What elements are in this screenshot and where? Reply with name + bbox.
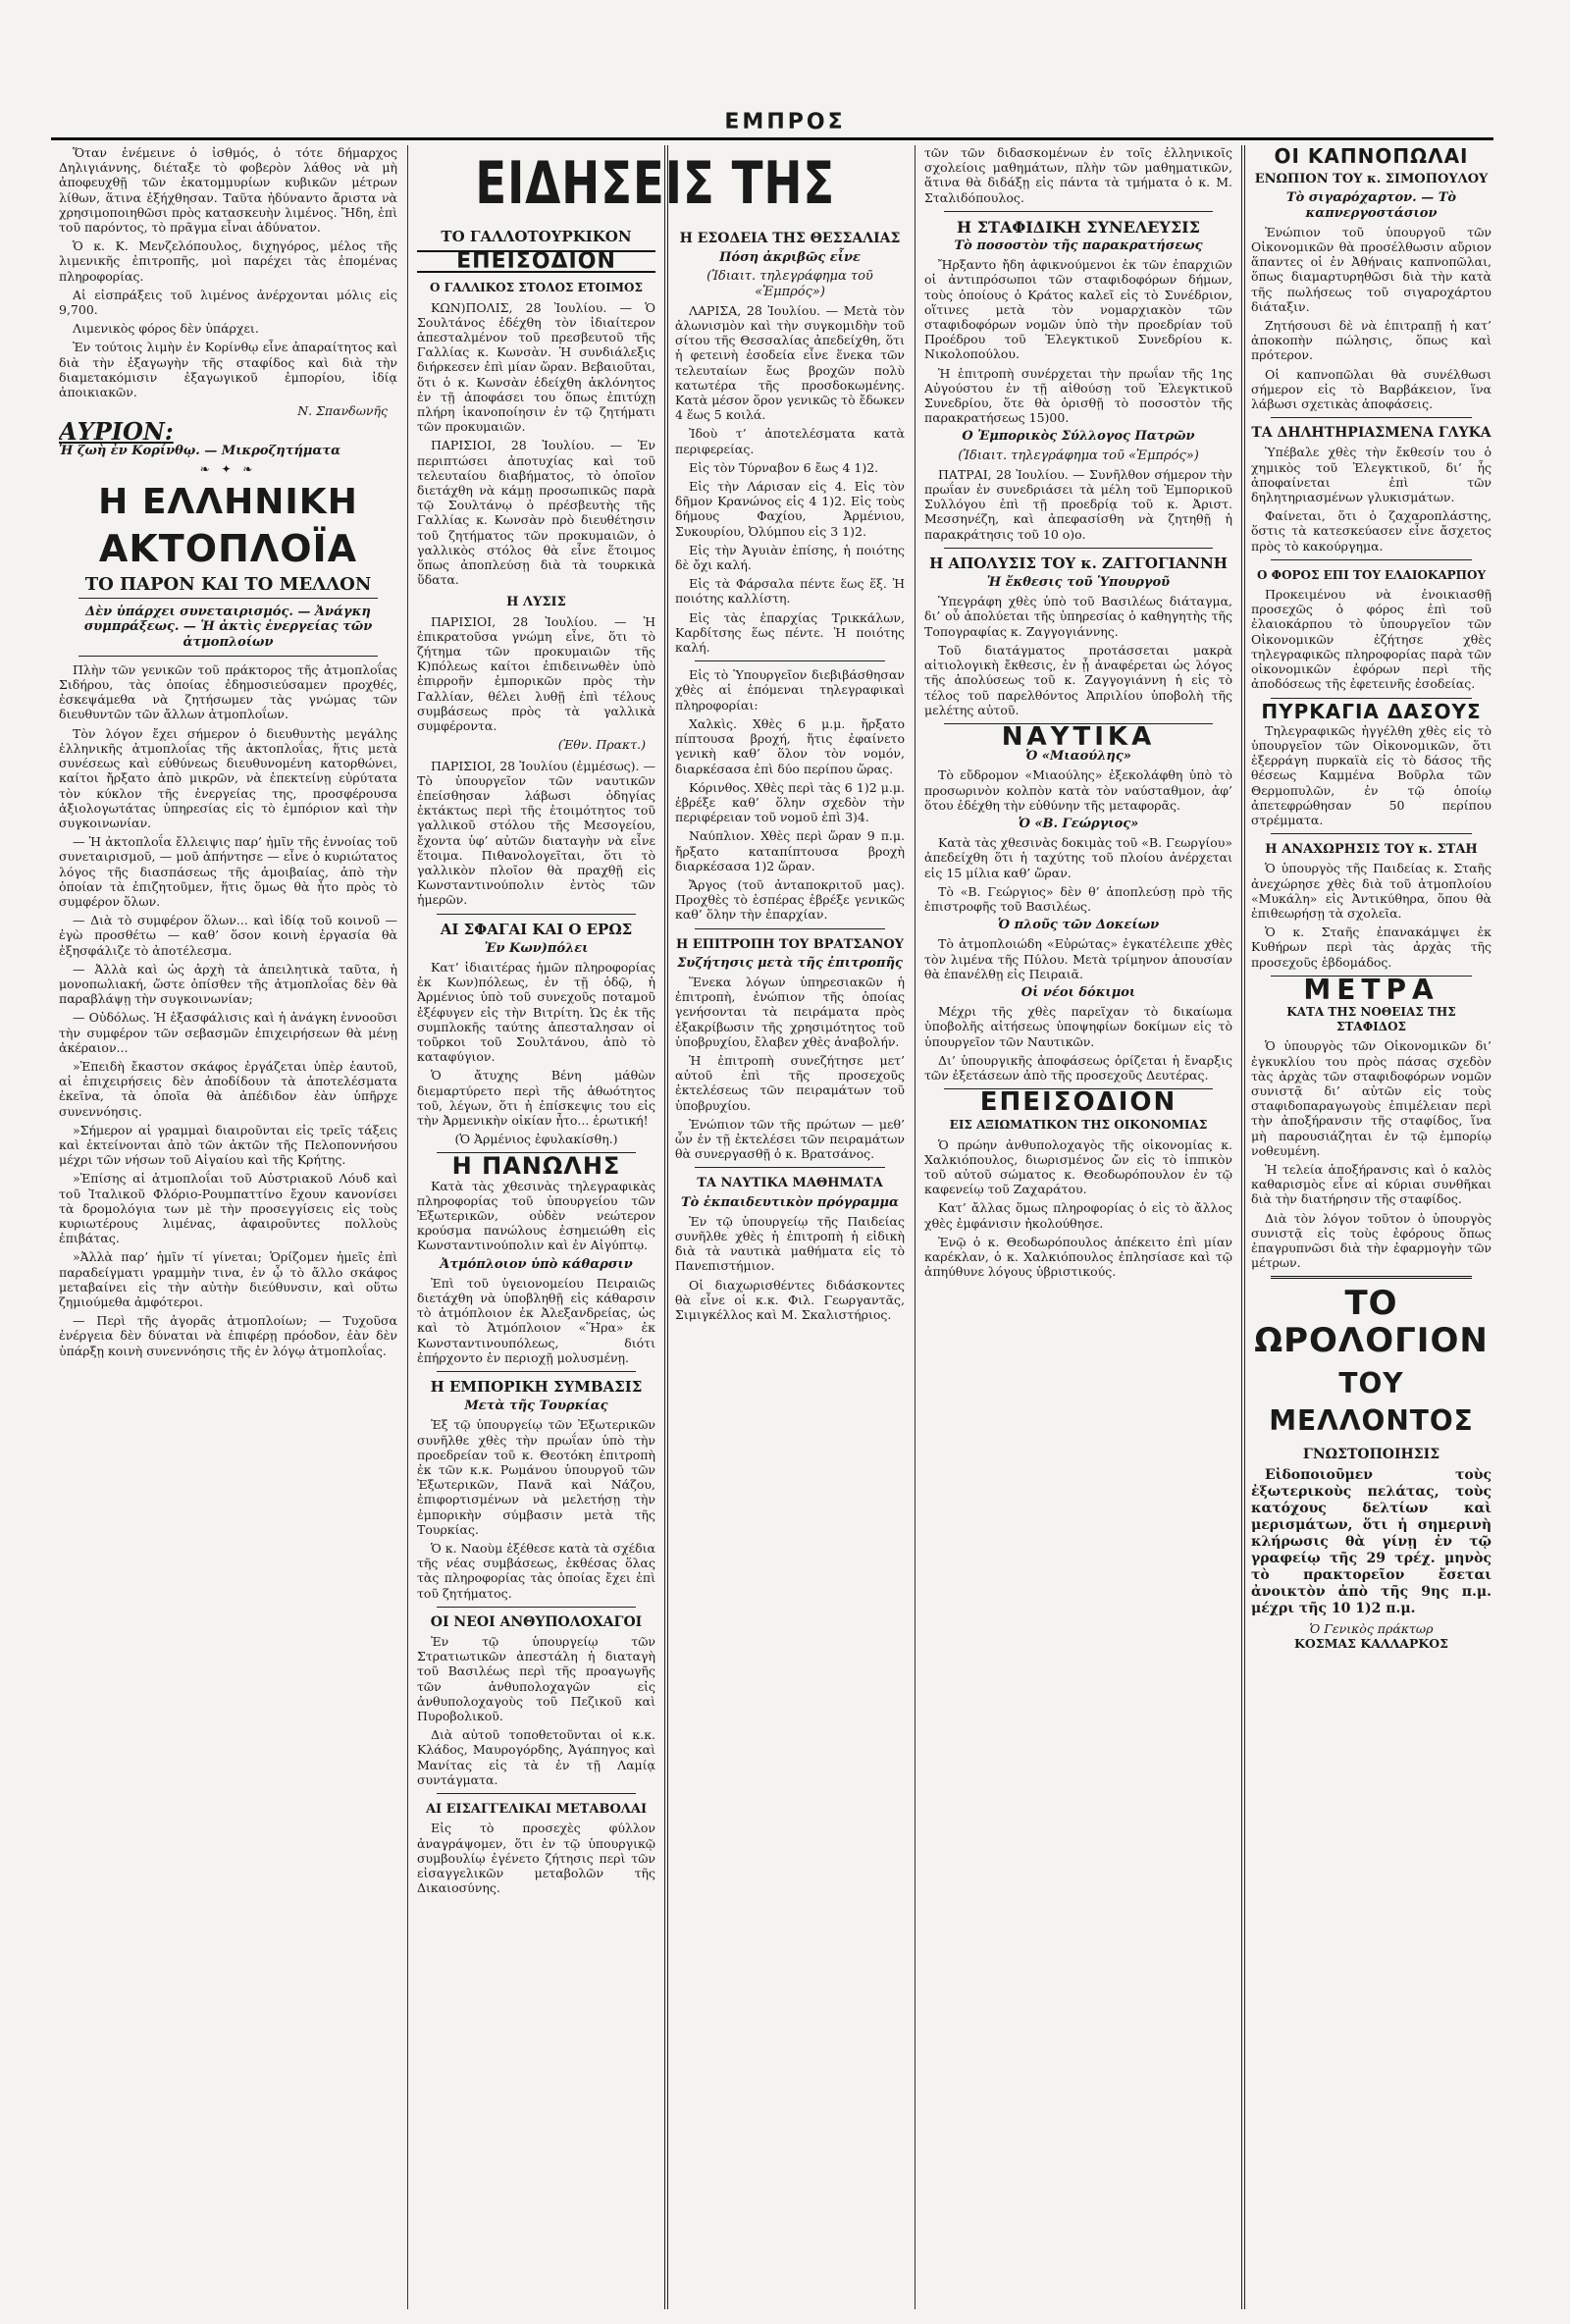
article-paragraph: Εἰς τὸ Ὑπουργεῖον διεβιβάσθησαν χθὲς αἱ ἑπόμεναι τηλεγραφικαὶ πληροφορίαι: [675, 667, 905, 713]
column-divider [915, 145, 916, 2309]
column-divider [407, 145, 408, 2309]
headline-mathimata: ΤΑ ΝΑΥΤΙΚΑ ΜΑΘΗΜΑΤΑ [697, 1176, 883, 1191]
headline-anachorisis: Η ΑΝΑΧΩΡΗΣΙΣ ΤΟΥ κ. ΣΤΑΗ [1265, 842, 1478, 858]
article-paragraph: Ἐνώπιον τοῦ ὑπουργοῦ τῶν Οἰκονομικῶν θὰ προσέλθωσιν αὔριον ἅπαντες οἱ ἐν Ἀθήναις καπνοπῶλαι, ὅπως διαμαρτυρηθῶσι διὰ τὴν κατὰ τῆς πωλήσεως τοῦ σιγαροχάρτου διάταξιν. [1251, 224, 1492, 314]
divider [78, 656, 378, 657]
article-paragraph: Τοῦ διατάγματος προτάσσεται μακρὰ αἰτιολογικὴ ἔκθεσις, ἐν ᾗ ἀναφέρεται ὡς λόγος τῆς ἀπολύσεως τοῦ κ. Ζαγγογιάννη ἡ εἰς τὸ τέλος τοῦ παρελθόντος Ἀπριλίου ὑποβολὴ τῆς μελέτης αὐτοῦ. [924, 642, 1232, 717]
headline-orologion: ΤΟ ΩΡΟΛΟΓΙΟΝ [1254, 1284, 1489, 1361]
headline-elliniki: Η ΕΛΛΗΝΙΚΗ [98, 482, 358, 523]
subheading: Ἐν Κων)πόλει [484, 940, 589, 956]
column-5 [1251, 145, 1492, 2314]
article-paragraph: Ὑπεγράφη χθὲς ὑπὸ τοῦ Βασιλέως διάταγμα, δι’ οὗ ἀπολύεται τῆς ὑπηρεσίας ὁ καθηγητὴς τῆς Τοπογραφίας κ. Ζαγγογιάννης. [924, 594, 1232, 639]
subheading: Ἀτμόπλοιον ὑπὸ κάθαρσιν [440, 1256, 633, 1272]
article-paragraph: »Ἀλλὰ παρ’ ἡμῖν τί γίνεται; Ὁρίζομεν ἡμεῖς ἐπὶ παραδείγματι γραμμὴν τινα, ἐν ᾧ τὸ ἄλλο σκάφος μεταβαίνει εἰς τὴν αὐτὴν διεύθυνσιν, καὶ οὕτω ζημιούμεθα ἀμφότεροι. [59, 1249, 397, 1309]
headline-nautika: ΝΑΥΤΙΚΑ [1001, 721, 1156, 752]
avrion-subheading: Ἡ ζωὴ ἐν Κορίνθῳ. — Μικροζητήματα [59, 443, 341, 458]
subheading: Ο Ἐμπορικὸς Σύλλογος Πατρῶν [962, 429, 1195, 445]
article-paragraph: Οἱ διαχωρισθέντες διδάσκοντες θὰ εἶνε οἱ κ.κ. Φιλ. Γεωργαντᾶς, Σιμιγκέλλος καὶ Μ. Σκαλιστήριος. [675, 1277, 905, 1322]
subheading: (Ἰδιαιτ. τηλεγράφημα τοῦ «Ἐμπρός») [958, 448, 1199, 463]
article-paragraph: Ὁ ἄτυχης Βένη μάθὼν διεμαρτύρετο περὶ τῆς ἀθωότητος τοῦ, λέγων, ὅτι ἡ ἐπίσκεψις του εἰς τὴν Ἀρμενικὴν οἰκίαν ἦτο... ἐρωτική! [417, 1068, 655, 1128]
subheading: Συζήτησις μετὰ τῆς ἐπιτροπῆς [677, 955, 903, 971]
divider [1271, 833, 1472, 834]
article-paragraph: Λιμενικὸς φόρος δὲν ὑπάρχει. [73, 321, 259, 337]
subheading: Οἱ νέοι δόκιμοι [1020, 984, 1136, 1000]
article-paragraph: Χαλκὶς. Χθὲς 6 μ.μ. ἤρξατο πίπτουσα βροχή, ἥτις ἐφαίνετο γενικὴ καθ’ ὅλον τὸν νομόν, διαρκέσασα ἐπὶ δύο περίπου ὥρας. [675, 715, 905, 776]
divider [1271, 1276, 1472, 1279]
article-paragraph: Τηλεγραφικῶς ἠγγέλθη χθὲς εἰς τὸ ὑπουργεῖον τῶν Οἰκονομικῶν, ὅτι ἐξερράγη πυρκαϊὰ εἰς τὸ δάσος τῆς θέσεως Καμμένα Βοῦρλα τῶν Θερμοπυλῶν, ἐν τῷ ὁποίῳ ἀπετεφρώθησαν 50 περίπου στρέμματα. [1251, 722, 1492, 827]
article-paragraph: Μέχρι τῆς χθὲς παρεῖχαν τὸ δικαίωμα ὑποβολῆς αἰτήσεως ὑποψηφίων δοκίμων εἰς τὸ ὑπουργεῖον τῶν Ναυτικῶν. [924, 1004, 1232, 1049]
source-note: (Ὁ Ἀρμένιος ἐφυλακίσθη.) [454, 1132, 618, 1147]
article-paragraph: Εἰς τὰ Φάρσαλα πέντε ἕως ἕξ. Ἡ ποιότης καλλίστη. [675, 576, 905, 607]
article-paragraph: Εἰς τὰς ἐπαρχίας Τρικκάλων, Καρδίτσης ἕως πέντε. Ἡ ποιότης καλή. [675, 609, 905, 656]
article-paragraph: ΠΑΤΡΑΙ, 28 Ἰουλίου. — Συνῆλθον σήμερον τὴν πρωΐαν ἐν συνεδριάσει τὰ μέλη τοῦ Ἐμπορικοῦ Συλλόγου ἐπὶ τῇ προεδρίᾳ τοῦ κ. Ἀριστ. Μεσσηνέζη, καὶ ἀπεφασίσθη νὰ ζητηθῇ ἡ παρακράτησις τοῦ 10 ο)ο. [924, 466, 1232, 542]
article-paragraph: Ἡ τελεία ἀποξήρανσις καὶ ὁ καλὸς καθαρισμὸς εἶνε αἱ κύριαι συνθῆκαι διὰ τὴν διατήρησιν τῆς σταφίδος. [1251, 1161, 1492, 1207]
article-paragraph: Κόρινθος. Χθὲς περὶ τὰς 6 1)2 μ.μ. ἐβρέξε καθ’ ὅλην σχεδὸν τὴν περιφέρειαν τοῦ νομοῦ ἐπὶ 3)4. [675, 779, 905, 825]
article-paragraph: Ὑπέβαλε χθὲς τὴν ἔκθεσίν του ὁ χημικὸς τοῦ Ἐλεγκτικοῦ, δι’ ἧς ἀποφαίνεται ἐπὶ τῶν δηλητηριασμένων γλυκισμάτων. [1251, 445, 1492, 505]
subheading: Ο ΓΑΛΛΙΚΟΣ ΣΤΟΛΟΣ ΕΤΟΙΜΟΣ [430, 281, 643, 295]
divider [695, 928, 885, 929]
article-paragraph: Ἐν τῷ ὑπουργείῳ τῆς Παιδείας συνῆλθε χθὲς ἡ ἐπιτροπὴ ἡ εἰδικὴ διὰ τὰ ναυτικὰ μαθήματα εἰς τὸ Πανεπιστήμιον. [675, 1213, 905, 1274]
article-paragraph: — Περὶ τῆς ἀγορᾶς ἀτμοπλοίων; — Τυχοῦσα ἐνέργεια δὲν δύναται νὰ ἐπιφέρῃ πρόοδον, ἐὰν δὲν ὑπάρξῃ κοινὴ συνεννόησις τῆς ἐν λόγῳ ἀτμοπλοΐας. [59, 1313, 397, 1358]
subheading: ΕΝΩΠΙΟΝ ΤΟΥ κ. ΣΙΜΟΠΟΥΛΟΥ [1254, 172, 1489, 187]
article-paragraph: Κατ’ ἰδιαιτέρας ἡμῶν πληροφορίας ἐκ Κων)πόλεως, ἐν τῇ ὁδῷ, ἡ Ἀρμένιος ὑπὸ τοῦ συνεχοῦς ποταμοῦ ἐξέφυγεν εἰς τὴν Βιτρίτη. Ὡς ἐκ τῆς συμπλοκῆς ταύτης ἀπεσταλησαν οἱ τοῦρκοι τοῦ Σουλτάνου, ἀπὸ τὸ καταφύγιον. [417, 959, 655, 1065]
headline-paron-mellon: ΤΟ ΠΑΡΟΝ ΚΑΙ ΤΟ ΜΕΛΛΟΝ [84, 574, 372, 596]
subheading: Τὸ ἐκπαιδευτικὸν πρόγραμμα [680, 1194, 899, 1210]
article-paragraph: Τὸν λόγον ἔχει σήμερον ὁ διευθυντὴς μεγάλης ἑλληνικῆς ἀτμοπλοΐας τῆς ἀκτοπλοΐας, ἥτις μετὰ συνέσεως καὶ εὐθύνεως διευθυνομένη κατορθώνει, καίτοι ἤρξατο ἀπὸ μικρῶν, νὰ ἐπεκτείνῃ εὐρύτατα τὸν κύκλον τῆς ἐνεργείας της, προσφέρουσα ἀξιολογωτάτας ὑπηρεσίας εἰς τὸ ἐμπόριον καὶ τὴν συγκοινωνίαν. [59, 725, 397, 830]
subheading: ΚΑΤΑ ΤΗΣ ΝΟΘΕΙΑΣ ΤΗΣ ΣΤΑΦΙΔΟΣ [1286, 1004, 1456, 1034]
headline-gallotourkikon: ΤΟ ΓΑΛΛΟΤΟΥΡΚΙΚΟΝ [441, 228, 632, 245]
subheading: Δὲν ὑπάρχει συνεταιρισμός. — Ἀνάγκη συμπράξεως. — Ἡ ἀκτὶς ἐνεργείας τῶν ἀτμοπλοίων [83, 605, 373, 650]
article-paragraph: Ἐξ τῷ ὑπουργείῳ τῶν Ἐξωτερικῶν συνῆλθε χθὲς τὴν πρωΐαν ὑπὸ τὴν προεδρείαν τοῦ κ. Θεοτόκη ἐπιτροπὴ ἐκ τῶν κ.κ. Ρωμάνου ὑπουργοῦ τῶν Ἐξωτερικῶν, Πανᾶ καὶ Νάζου, ἐπιφορτισμένων νὰ μελετήσῃ τὴν ἐμπορικὴν σύμβασιν μετὰ τῆς Τουρκίας. [417, 1417, 655, 1537]
signature-title: Ὁ Γενικὸς πράκτωρ [1309, 1620, 1434, 1636]
subheading: Τὸ ποσοστὸν τῆς παρακρατήσεως [954, 238, 1203, 254]
article-paragraph: Φαίνεται, ὅτι ὁ ζαχαροπλάστης, ὅστις τὰ κατεσκεύασεν εἶνε ἄσχετος πρὸς τὸ κακούργημα. [1251, 508, 1492, 554]
article-paragraph: τῶν τῶν διδασκομένων ἐν τοῖς ἑλληνικοῖς σχολείοις μαθημάτων, πλὴν τῶν μαθηματικῶν, ἅτινα θὰ διδάξῃ εἰς πάντα τὰ τμήματα ὁ κ. Μ. Σταλιδόπουλος. [924, 145, 1232, 205]
article-paragraph: »Ἐπειδὴ ἔκαστον σκάφος ἐργάζεται ὑπὲρ ἑαυτοῦ, αἱ ἐπιχειρήσεις δὲν ἀποδίδουν τὰ ἀποτελέσματα ἐκεῖνα, τὰ ὁποῖα θὰ ἀπέδιδον ἐὰν ὑπῆρχε συνεννόησις. [59, 1058, 397, 1119]
source-note: (Ἐθν. Πρακτ.) [557, 737, 646, 753]
headline-epeisodion-2: ΕΠΕΙΣΟΔΙΟΝ [979, 1087, 1178, 1118]
article-paragraph: Ἤρξαντο ἤδη ἀφικνούμενοι ἐκ τῶν ἐπαρχιῶν οἱ ἀντιπρόσωποι τῶν σταφιδοφόρων δήμων, τοὺς ὁποίους ὁ Κράτος καλεῖ εἰς τὸ Συνέδριον, οἵτινες μετὰ τὸν νομαρχιακὸν τῶν σταφιδοφόρων νομῶν ὑπὸ τὴν προεδρίαν τοῦ Προέδρου τοῦ Ἐλεγκτικοῦ Συνεδρίου κ. Νικολοπούλου. [924, 257, 1232, 362]
divider [437, 1793, 636, 1794]
article-paragraph: Προκειμένου νὰ ἐνοικιασθῇ προσεχῶς ὁ φόρος ἐπὶ τοῦ ἐλαιοκάρπου τὸ ὑπουργεῖον τῶν Οἰκονομικῶν ἐζήτησε χθὲς τηλεγραφικῶς πληροφορίας παρὰ τῶν οἰκονομικῶν ἐφόρων περὶ τῆς ἀποδόσεως τῆς ἐφετεινῆς ἐσοδείας. [1251, 587, 1492, 692]
headline-foros: Ο ΦΟΡΟΣ ΕΠΙ ΤΟΥ ΕΛΑΙΟΚΑΡΠΟΥ [1256, 567, 1487, 582]
article-paragraph: Ἡ ἐπιτροπὴ συνεζήτησε μετ’ αὐτοῦ ἐπὶ τῆς προσεχοῦς ἐκτελέσεως τῶν πειραμάτων τοῦ ὑποβρυχίου. [675, 1052, 905, 1113]
article-paragraph: — Ἀλλὰ καὶ ὡς ἀρχὴ τὰ ἀπειλητικὰ ταῦτα, ἡ μονοπωλιακή, ὥστε ὀπίσθεν τῆς ἀτμοπλοΐας δὲν θὰ παραβλάψῃ τὴν συγκοινωνίαν; [59, 961, 397, 1007]
ornament-divider: ❧ ✦ ❧ [199, 461, 257, 476]
article-paragraph: Ὁ ὑπουργὸς τῆς Παιδείας κ. Σταῆς ἀνεχώρησε χθὲς διὰ τοῦ ἀτμοπλοίου «Μυκάλη» εἰς Ἀντικύθηρα, ὅπου θὰ ἐπιθεωρήσῃ τὰ σχολεῖα. [1251, 861, 1492, 921]
article-paragraph: Κατ’ ἄλλας ὅμως πληροφορίας ὁ εἰς τὸ ἄλλος χθὲς ἐμφάνισιν ἠκολούθησε. [924, 1200, 1232, 1231]
article-paragraph: — Διὰ τὸ συμφέρον ὅλων... καὶ ἰδίᾳ τοῦ κοινοῦ — ἐγὼ προσθέτω — καθ’ ὅσον κοινὴ ἐργασία θὰ ἐξησφάλιζε τὸ ἀποτέλεσμα. [59, 913, 397, 958]
headline-esodeia: Η ΕΣΟΔΕΙΑ ΤΗΣ ΘΕΣΣΑΛΙΑΣ [679, 231, 901, 246]
article-paragraph: Ἐν τούτοις λιμὴν ἐν Κορίνθῳ εἶνε ἀπαραίτητος καὶ διὰ τὴν ἐξαγωγὴν τῆς σταφίδος καὶ διὰ τὴν διαμετακόμισιν ἐξαγωγικοῦ ἐμπορίου, ἰδίᾳ ἀποικιακῶν. [59, 340, 397, 400]
article-paragraph: Εἰς τὸ προσεχὲς φύλλον ἀναγράψομεν, ὅτι ἐν τῷ ὑπουργικῷ συμβουλίῳ ἐγένετο ζήτησις περὶ τῶν εἰσαγγελικῶν μεταβολῶν τῆς Δικαιοσύνης. [417, 1821, 655, 1896]
article-paragraph: Κατὰ τὰς χθεσινὰς τηλεγραφικὰς πληροφορίας τοῦ ὑπουργείου τῶν Ἐξωτερικῶν, οὐδὲν νεώτερον κρούσμα πανώλους ἐσημειώθη εἰς Κωνσταντινούπολιν καὶ ἐν Αἰγύπτῳ. [417, 1178, 655, 1253]
article-paragraph: Ἰδοὺ τ’ ἀποτελέσματα κατὰ περιφερείας. [675, 426, 905, 456]
avrion-heading: ΑΥΡΙΟΝ: [59, 417, 174, 447]
headline-mellontos: ΤΟΥ ΜΕΛΛΟΝΤΟΣ [1269, 1367, 1474, 1438]
subheading: Μετὰ τῆς Τουρκίας [464, 1399, 608, 1414]
article-paragraph: Διὰ αὐτοῦ τοποθετοῦνται οἱ κ.κ. Κλάδος, Μαυρογόρδης, Ἀγάπηγος καὶ Μανίτας εἰς τὰ ἐν τῇ Λαμίᾳ συντάγματα. [417, 1727, 655, 1787]
column-divider [664, 145, 668, 2309]
article-paragraph: Ἐπὶ τοῦ ὑγειονομείου Πειραιῶς διετάχθη νὰ ὑποβληθῇ εἰς κάθαρσιν τὸ ἀτμόπλοιον ἐκ Ἀλεξανδρείας, ὡς καὶ τὸ Ἀτμόπλοιον «Ἥρα» ἐκ Κωνσταντινουπόλεως, διότι ἐπήρχοντο ἐν περιοχῇ μολυσμένῃ. [417, 1275, 655, 1365]
article-paragraph: Ἄργος (τοῦ ἀνταποκριτοῦ μας). Προχθὲς τὸ ἑσπέρας ἐβρέξε γενικῶς καθ’ ὅλην τὴν ἐπαρχίαν. [675, 876, 905, 923]
headline-panolis: Η ΠΑΝΩΛΗΣ [451, 1152, 621, 1181]
article-paragraph: Ὁ ὑπουργὸς τῶν Οἰκονομικῶν δι’ ἐγκυκλίου του πρὸς πάσας σχεδὸν τὰς ἀρχὰς τῶν σταφιδοφόρων νομῶν συνιστᾷ δι’ αὐτῶν εἰς τοὺς σταφιδοπαραγωγοὺς ἐπιμέλειαν περὶ τὴν ἀποξήρανσιν τῆς σταφίδος, ἵνα μὴ παρουσιάζηται ἐν τῷ ἐμπορίῳ νοθευμένη. [1251, 1038, 1492, 1158]
divider [944, 548, 1213, 549]
subheading: Ὁ πλοῦς τῶν Δοκείων [997, 918, 1160, 933]
article-paragraph: Κατὰ τὰς χθεσινὰς δοκιμὰς τοῦ «Β. Γεωργίου» ἀπεδείχθη ὅτι ἡ ταχύτης τοῦ πλοίου ἀνέρχεται εἰς 15 μίλια καθ’ ὥραν. [924, 835, 1232, 880]
column-3 [675, 228, 905, 2313]
subheading: Ἡ ἔκθεσις τοῦ Ὑπουργοῦ [986, 575, 1171, 591]
divider [695, 660, 885, 661]
column-divider [1241, 145, 1245, 2309]
subheading: (Ἰδιαιτ. τηλεγράφημα τοῦ «Ἐμπρός») [706, 269, 873, 299]
signature: Ν. Σπανδωνῆς [297, 403, 388, 419]
subheading: ΕΙΣ ΑΞΙΩΜΑΤΙΚΟΝ ΤΗΣ ΟΙΚΟΝΟΜΙΑΣ [949, 1118, 1208, 1133]
divider [944, 211, 1213, 212]
top-rule [51, 137, 1493, 140]
article-paragraph: Ἡ ἐπιτροπὴ συνέρχεται τὴν πρωΐαν τῆς 1ης Αὐγούστου ἐν τῇ αἰθούσῃ τοῦ Ἐλεγκτικοῦ Συνεδρίου, ὅτε θὰ ὁρισθῇ τὸ ποσοστὸν τῆς παρακρατήσεως 15)00. [924, 365, 1232, 426]
article-paragraph: Ὅταν ἐνέμεινε ὁ ἰσθμός, ὁ τότε δήμαρχος Δηλιγιάννης, διέταξε τὸ φοβερὸν λάθος νὰ μὴ ἀποφευχθῇ τῶν ἑκατομμυρίων κυβικῶν μέτρων λίθων, ἅτινα ἐξήχθησαν. Ταῦτα ἠδύναντο ἄριστα νὰ χρησιμοποιηθῶσι πρὸς κατασκευὴν λιμένος. Ἤδη, ἐπὶ τοῦ παρόντος, τὸ πρᾶγμα εἶναι ἀδύνατον. [59, 145, 397, 236]
article-paragraph: Ναύπλιον. Χθὲς περὶ ὥραν 9 π.μ. ἤρξατο καταπίπτουσα βροχὴ διαρκέσασα 1)2 ὥραν. [675, 828, 905, 873]
announcement-paragraph: Εἰδοποιοῦμεν τοὺς ἐξωτερικοὺς πελάτας, τοὺς κατόχους δελτίων καὶ μερισμάτων, ὅτι ἡ σημερινὴ κλήρωσις θὰ γίνῃ ἐν τῷ γραφείῳ τῆς 29 τρέχ. μηνὸς τὸ πρακτορεῖον ἔσεται ἀνοικτὸν ἀπὸ τῆς 9ης π.μ. μέχρι τῆς 10 1)2 π.μ. [1251, 1466, 1492, 1616]
article-paragraph: ΚΩΝ)ΠΟΛΙΣ, 28 Ἰουλίου. — Ὁ Σουλτάνος ἐδέχθη τὸν ἰδιαίτερον ἀπεσταλμένον τοῦ πρεσβευτοῦ τῆς Γαλλίας κ. Κωνσὰν. Ἡ συνδιάλεξις διήρκεσεν ἐπὶ μίαν ὥραν. Βεβαιοῦται, ὅτι ὁ κ. Κωνσὰν ἐδείχθη ἀκλόνητος ἐν τῇ ἀποφάσει του ὅπως ἐπιτύχῃ πλήρη ἱκανοποίησιν ἐν τῷ ζητήματι τῶν προκυμαιῶν. [417, 299, 655, 435]
article-paragraph: Ἐν τῷ ὑπουργείῳ τῶν Στρατιωτικῶν ἀπεστάλη ἡ διαταγὴ τοῦ Βασιλέως περὶ τῆς προαγωγῆς τῶν ἀνθυπολοχαγῶν εἰς ἀνθυπολοχαγοὺς τοῦ Πεζικοῦ καὶ Πυροβολικοῦ. [417, 1634, 655, 1724]
column-1 [59, 145, 397, 2314]
banner-news-of-the-day: ΕΙΔΗΣΕΙΣ ΤΗΣ [475, 149, 836, 218]
headline-epeisodion: ΕΠΕΙΣΟΔΙΟΝ [417, 250, 655, 273]
article-paragraph: Τὸ ἀτμοπλοιώδη «Εὐρώτας» ἐγκατέλειπε χθὲς τὸν λιμένα τῆς Πύλου. Μετὰ τρίμηνον ἀπουσίαν θὰ ἐπανέλθῃ εἰς Πειραιᾶ. [924, 936, 1232, 981]
article-paragraph: Αἱ εἰσπράξεις τοῦ λιμένος ἀνέρχονται μόλις εἰς 9,700. [59, 287, 397, 318]
article-paragraph: Διὰ τὸν λόγον τοῦτον ὁ ὑπουργὸς συνιστᾷ εἰς τοὺς ἐφόρους ὅπως ἐπαγρυπνῶσι διὰ τὴν ἐφαρμογὴν τῶν μέτρων. [1251, 1210, 1492, 1271]
article-paragraph: Εἰς τὸν Τύρναβον 6 ἔως 4 1)2. [689, 459, 879, 475]
headline-sfagai: ΑΙ ΣΦΑΓΑΙ ΚΑΙ Ο ΕΡΩΣ [440, 920, 633, 938]
headline-vratsanou: Η ΕΠΙΤΡΟΠΗ ΤΟΥ ΒΡΑΤΣΑΝΟΥ [675, 936, 905, 952]
subheading: Τὸ σιγαρόχαρτον. — Τὸ καπνεργοστάσιον [1285, 190, 1457, 221]
article-paragraph: Ἐνῷ ὁ κ. Θεοδωρόπουλος ἀπέκειτο ἐπὶ μίαν καρέκλαν, ὁ κ. Χαλκιόπουλος ἐπλησίασε καὶ τῷ ἀπηύθυνε λόγους ὑβριστικούς. [924, 1234, 1232, 1280]
headline-stafidiki: Η ΣΤΑΦΙΔΙΚΗ ΣΥΝΕΛΕΥΣΙΣ [957, 217, 1200, 237]
headline-aktoploia: ΑΚΤΟΠΛΟΪΑ [98, 527, 358, 571]
column-2 [417, 228, 655, 2313]
article-paragraph: »Ἐπίσης αἱ ἀτμοπλοΐαι τοῦ Αὐστριακοῦ Λόυδ καὶ τοῦ Ἰταλικοῦ Φλόριο-Ρουμπαττίνο ἔχουν κανονίσει τὰ δρομολόγια των μὲ τὴν προσεγγίσεις εἰς τοὺς κυριωτέρους λιμένας, ἀφαιροῦντες πολλοὺς ἐπιβάτας. [59, 1171, 397, 1246]
signature-name: ΚΟΣΜΑΣ ΚΑΛΛΑΡΚΟΣ [1294, 1635, 1448, 1651]
article-paragraph: Ἕνεκα λόγων ὑπηρεσιακῶν ἡ ἐπιτροπὴ, ἐνώπιον τῆς ὁποίας γενήσονται τὰ πειράματα πρὸς ἐξακρίβωσιν τῆς χρησιμότητος τοῦ ὑποβρυχίου, ἔλαβεν χθὲς ἀναβολήν. [675, 974, 905, 1049]
headline-kapnopolai: ΟΙ ΚΑΠΝΟΠΩΛΑΙ [1274, 145, 1469, 168]
article-paragraph: Εἰς τὴν Λάρισαν εἰς 4. Εἰς τὸν δῆμον Κρανώνος εἰς 4 1)2. Εἰς τοὺς δήμους Φαχίου, Ἀρμένιου, Συκουρίου, Ὀλύμπου εἰς 3 1)2. [675, 479, 905, 539]
divider [437, 1607, 636, 1608]
article-paragraph: »Σήμερον αἱ γραμμαὶ διαιροῦνται εἰς τρεῖς τάξεις καὶ ἐκτείνονται ἀπὸ τῶν ἀκτῶν τῆς Πελοποννήσου μέχρι τῶν νήσων τοῦ Αἰγαίου καὶ τῆς Κρήτης. [59, 1122, 397, 1168]
headline-glyka: ΤΑ ΔΗΛΗΤΗΡΙΑΣΜΕΝΑ ΓΛΥΚΑ [1251, 425, 1492, 442]
divider [78, 598, 378, 599]
article-paragraph: Εἰς τὴν Ἀγυιὰν ἐπίσης, ἡ ποιότης δὲ ὄχι καλή. [675, 542, 905, 573]
article-paragraph: — Ἡ ἀκτοπλοΐα ἔλλειψις παρ’ ἡμῖν τῆς ἐννοίας τοῦ συνεταιρισμοῦ, — μοῦ ἀπήντησε — εἶνε ὁ κυριώτατος λόγος τῆς διασπάσεως τῆς ἀμοιβαίας, ἀπὸ τὴν ὁποίαν τὰ ἐπιζητοῦμεν, ἥτις ὅμως θὰ ἦτο πρὸς τὸ συμφέρον ὅλων. [59, 834, 397, 909]
headline-symvasis: Η ΕΜΠΟΡΙΚΗ ΣΥΜΒΑΣΙΣ [430, 1378, 643, 1397]
subheading: Πόση ἀκριβῶς εἶνε [719, 250, 861, 266]
subheading: Ὁ «Μιαούλης» [1025, 749, 1131, 765]
subheading: Η ΛΥΣΙΣ [506, 595, 566, 610]
divider [437, 914, 636, 915]
article-paragraph: Ὁ πρώην ἀνθυπολοχαγὸς τῆς οἰκονομίας κ. Χαλκιόπουλος, διωρισμένος ὤν εἰς τὸ ἱππικὸν τοῦ αὐτοῦ σώματος κ. Θεοδωρόπουλον ἐν τῷ καφενείῳ τοῦ Ζαχαράτου. [924, 1136, 1232, 1197]
article-paragraph: Τὸ «Β. Γεώργιος» δὲν θ’ ἀποπλεύσῃ πρὸ τῆς ἐπιστροφῆς τοῦ Βασιλέως. [924, 883, 1232, 914]
subheading: ΓΝΩΣΤΟΠΟΙΗΣΙΣ [1302, 1447, 1440, 1463]
article-paragraph: ΛΑΡΙΣΑ, 28 Ἰουλίου. — Μετὰ τὸν ἀλωνισμὸν καὶ τὴν συγκομιδὴν τοῦ σίτου τῆς Θεσσαλίας ἀπεδείχθη, ὅτι ἡ φετεινὴ ἐσοδεία εἶνε ἕνεκα τῶν τελευταίων ἔως βροχῶν πολὺ κατωτέρα τῆς προσδοκωμένης. Κατὰ μέσον ὅρον γενικῶς τὸ ἔδωκεν 4 ἕως 5 κοιλά. [675, 302, 905, 423]
divider [695, 1167, 885, 1168]
article-paragraph: Ὁ κ. Κ. Μενζελόπουλος, διχηγόρος, μέλος τῆς λιμενικῆς ἐπιτροπῆς, μοὶ παρέχει τὰς ἑπομένας πληροφορίας. [59, 238, 397, 284]
subheading: Ὁ «Β. Γεώργιος» [1018, 816, 1139, 831]
article-paragraph: ΠΑΡΙΣΙΟΙ, 28 Ἰουλίου (ἐμμέσως). — Τὸ ὑπουργεῖον τῶν ναυτικῶν ἐπείσθησαν λάβωσι ὁδηγίας ἐκτάκτως περὶ τῆς ἑτοιμότητος τοῦ γαλλικοῦ στόλου τῆς Μεσογείου, ἔχοντα ὑφ’ αὐτῶν διαταγὴν νὰ εἶνε ἕτοιμα. Πιθανολογεῖται, ὅτι τὸ γαλλικὸν πλοῖον θὰ πραχθῇ εἰς Κωνσταντινούπολιν ἐντὸς τῶν ἡμερῶν. [417, 758, 655, 908]
article-paragraph: ΠΑΡΙΣΙΟΙ, 28 Ἰουλίου. — Ἡ ἐπικρατοῦσα γνώμη εἶνε, ὅτι τὸ ζήτημα τῶν προκυμαιῶν τῆς Κ)πόλεως καίτοι ἐπιδεινωθὲν ὑπὸ ἐπιρροῆν ἐμπορικῶν πρὸς τὴν Γαλλίαν, θέλει λυθῇ ἐπὶ τέλους συμβάσεως πρὸς τὰ γαλλικὰ συμφέροντα. [417, 613, 655, 734]
headline-eisaggelikai: ΑΙ ΕΙΣΑΓΓΕΛΙΚΑΙ ΜΕΤΑΒΟΛΑΙ [425, 1802, 648, 1818]
divider [1271, 559, 1472, 560]
divider [1271, 417, 1472, 418]
article-paragraph: Ὁ κ. Σταῆς ἐπανακάμψει ἐκ Κυθήρων περὶ τὰς ἀρχὰς τῆς προσεχοῦς ἑβδομάδος. [1251, 924, 1492, 970]
divider [437, 1371, 636, 1372]
column-4 [924, 145, 1232, 2314]
article-paragraph: Ἐνώπιον τῶν τῆς πρώτων — μεθ’ ὧν ἐν τῇ ἐκτελέσει τῶν πειραμάτων θὰ συνεργασθῇ ὁ κ. Βρατσάνος. [675, 1116, 905, 1162]
masthead: ΕΜΠΡΟΣ [724, 110, 846, 134]
article-paragraph: Δι’ ὑπουργικῆς ἀποφάσεως ὁρίζεται ἡ ἔναρξις τῶν ἐξετάσεων ἀπὸ τῆς προσεχοῦς Δευτέρας. [924, 1052, 1232, 1083]
divider [1271, 698, 1472, 699]
article-paragraph: Πλὴν τῶν γενικῶν τοῦ πράκτορος τῆς ἀτμοπλοΐας Σιδήρου, τὰς ὁποίας ἐδημοσιεύσαμεν προχθές, ἐσκεψάμεθα νὰ ζητήσωμεν τὰς γνώμας τῶν διευθυντῶν τῶν ἄλλων ἀτμοπλοΐων. [59, 661, 397, 722]
article-paragraph: Ζητήσουσι δὲ νὰ ἐπιτραπῇ ἡ κατ’ ἀποκοπὴν πώλησις, ὅπως καὶ πρότερον. [1251, 318, 1492, 363]
headline-neoi: ΟΙ ΝΕΟΙ ΑΝΘΥΠΟΛΟΧΑΓΟΙ [430, 1613, 643, 1630]
headline-metra: ΜΕΤΡΑ [1303, 973, 1439, 1006]
headline-pyrkagia: ΠΥΡΚΑΓΙΑ ΔΑΣΟΥΣ [1261, 699, 1482, 723]
article-paragraph: Οἱ καπνοπῶλαι θὰ συνέλθωσι σήμερον εἰς τὸ Βαρβάκειον, ἵνα λάβωσι σχετικὰς ἀποφάσεις. [1251, 366, 1492, 412]
headline-apolysis: Η ΑΠΟΛΥΣΙΣ ΤΟΥ κ. ΖΑΓΓΟΓΙΑΝΝΗ [929, 554, 1228, 572]
article-paragraph: Τὸ εὔδρομον «Μιαούλης» ἐξεκολάφθη ὑπὸ τὸ προσωρινὸν κολπὸν κατὰ τὸν ναύσταθμον, ἀφ’ ὅτου ἐδέχθη τὴν εὐθύνην τῆς μεταφορᾶς. [924, 767, 1232, 813]
article-paragraph: ΠΑΡΙΣΙΟΙ, 28 Ἰουλίου. — Ἐν περιπτώσει ἀποτυχίας καὶ τοῦ τελευταίου διαβήματος, τὸ ὁποῖον διετάχθη νὰ κάμῃ προσωπικῶς παρὰ τῷ Σουλτάνῳ ὁ πρέσβευτὴς τῆς Γαλλίας κ. Κωνσὰν πρὸ διευθέτησιν τοῦ ζητήματος τῶν προκυμαιῶν, ὁ γαλλικὸς στόλος θὰ εἶνε ἕτοιμος ὅπως ἀποπλεύσῃ διὰ τὰ τουρκικὰ ὕδατα. [417, 438, 655, 588]
article-paragraph: — Οὐδόλως. Ἡ ἐξασφάλισις καὶ ἡ ἀνάγκη ἐννοοῦσι τὴν συμφέρον τῶν σεβασμῶν ἐπιχειρήσεων θὰ μένῃ ἀκέραιον... [59, 1010, 397, 1055]
article-paragraph: Ὁ κ. Ναοὺμ ἐξέθεσε κατὰ τὰ σχέδια τῆς νέας συμβάσεως, ἐκθέσας ὅλας τὰς πληροφορίας τὰς ὁποίας ἔχει ἐπὶ τοῦ ζητήματος. [417, 1541, 655, 1601]
